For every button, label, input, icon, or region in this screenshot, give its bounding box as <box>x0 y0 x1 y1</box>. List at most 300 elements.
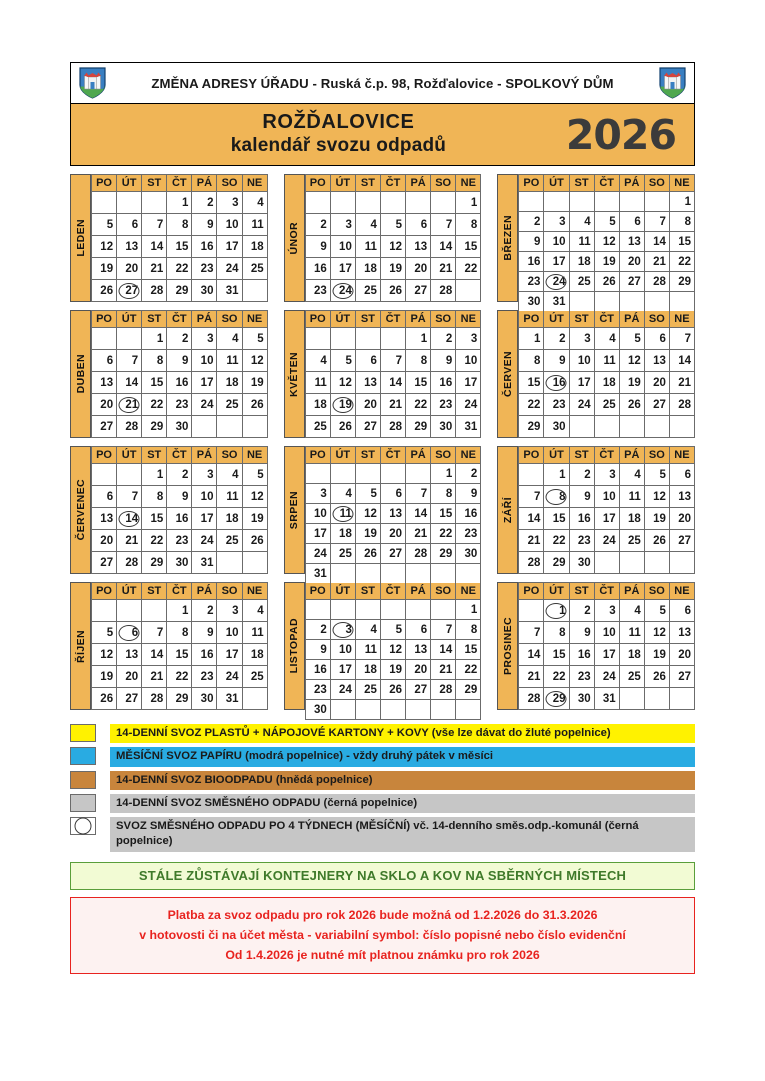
week-row <box>92 688 268 710</box>
day-cell-empty <box>355 564 380 584</box>
month-name-label: ŘÍJEN <box>74 629 87 663</box>
day-cell-empty <box>669 552 694 574</box>
day-cell: 25 <box>569 272 594 292</box>
weekday-header-row <box>92 175 268 192</box>
day-cell: 6 <box>669 600 694 622</box>
day-cell: 25 <box>242 258 267 280</box>
day-cell: 8 <box>456 214 481 236</box>
day-cell-empty <box>380 564 405 584</box>
weekday-header: NE <box>242 447 267 464</box>
day-cell: 3 <box>569 328 594 350</box>
day-cell-empty <box>92 192 117 214</box>
day-cell: 18 <box>619 508 644 530</box>
weekday-header: PÁ <box>192 311 217 328</box>
weekday-header-row <box>519 311 695 328</box>
day-cell: 18 <box>330 524 355 544</box>
day-cell: 2 <box>167 464 192 486</box>
week-row <box>92 622 268 644</box>
month-name-label: LEDEN <box>74 219 87 257</box>
week-row <box>519 328 695 350</box>
day-cell: 14 <box>431 236 456 258</box>
day-cell: 4 <box>355 620 380 640</box>
week-row <box>305 350 481 372</box>
day-cell-empty <box>569 292 594 312</box>
day-cell: 17 <box>594 508 619 530</box>
weekday-header: SO <box>217 447 242 464</box>
day-cell: 5 <box>594 212 619 232</box>
day-cell-empty <box>619 416 644 438</box>
week-row <box>305 640 481 660</box>
notice-payment-line-3: Od 1.4.2026 je nutné mít platnou známku pro rok 2026 <box>225 948 540 963</box>
month-block <box>497 582 695 710</box>
day-cell: 30 <box>192 280 217 302</box>
day-cell: 29 <box>544 552 569 574</box>
day-cell: 23 <box>305 680 330 700</box>
weekday-header: ČT <box>380 311 405 328</box>
weekday-header: ČT <box>594 175 619 192</box>
day-cell: 10 <box>192 486 217 508</box>
month-name <box>284 446 305 574</box>
day-cell: 24 <box>192 530 217 552</box>
week-row <box>519 622 695 644</box>
day-cell: 13 <box>117 236 142 258</box>
day-cell: 22 <box>669 252 694 272</box>
month-block <box>284 310 482 438</box>
week-row <box>519 464 695 486</box>
day-cell: 3 <box>217 600 242 622</box>
day-cell: 23 <box>305 280 330 302</box>
day-cell: 4 <box>619 600 644 622</box>
weekday-header: SO <box>431 447 456 464</box>
week-row <box>305 660 481 680</box>
weekday-header: PO <box>519 175 544 192</box>
weekday-header: PO <box>519 447 544 464</box>
day-cell: 3 <box>544 212 569 232</box>
monthly-pickup-circle-icon <box>119 511 140 527</box>
day-cell: 19 <box>92 666 117 688</box>
day-cell-empty <box>380 192 405 214</box>
month-name <box>70 446 91 574</box>
day-cell: 4 <box>217 328 242 350</box>
day-cell: 14 <box>669 350 694 372</box>
address-change-banner <box>70 62 695 104</box>
day-cell: 4 <box>594 328 619 350</box>
day-cell: 25 <box>594 394 619 416</box>
day-cell: 11 <box>619 486 644 508</box>
notice-containers: STÁLE ZŮSTÁVAJÍ KONTEJNERY NA SKLO A KOV NA SBĚRNÝCH MÍSTECH <box>70 862 695 890</box>
day-cell: 4 <box>569 212 594 232</box>
day-cell: 3 <box>456 328 481 350</box>
day-cell: 17 <box>456 372 481 394</box>
day-cell: 11 <box>355 236 380 258</box>
day-cell: 17 <box>192 508 217 530</box>
day-cell: 16 <box>544 372 569 394</box>
month-block <box>284 446 482 580</box>
day-cell: 16 <box>305 258 330 280</box>
day-cell: 24 <box>569 394 594 416</box>
day-cell: 7 <box>142 214 167 236</box>
title-band <box>70 104 695 166</box>
day-cell-empty <box>519 464 544 486</box>
month-name-label: ČERVEN <box>501 351 514 397</box>
day-cell-empty <box>594 416 619 438</box>
weekday-header: SO <box>431 311 456 328</box>
day-cell: 3 <box>192 328 217 350</box>
week-row <box>519 688 695 710</box>
day-cell: 16 <box>431 372 456 394</box>
day-cell: 22 <box>456 258 481 280</box>
day-cell: 14 <box>117 508 142 530</box>
day-cell: 18 <box>217 372 242 394</box>
day-cell: 22 <box>406 394 431 416</box>
day-cell: 27 <box>644 394 669 416</box>
day-cell: 11 <box>217 486 242 508</box>
day-cell-empty <box>355 328 380 350</box>
day-cell-empty <box>569 416 594 438</box>
day-cell: 11 <box>242 214 267 236</box>
week-row <box>519 212 695 232</box>
day-cell: 21 <box>644 252 669 272</box>
day-cell: 19 <box>380 660 405 680</box>
weekday-header: NE <box>456 447 481 464</box>
day-cell: 22 <box>456 660 481 680</box>
day-cell: 30 <box>569 688 594 710</box>
day-cell: 14 <box>519 508 544 530</box>
day-cell: 19 <box>330 394 355 416</box>
week-row <box>92 508 268 530</box>
weekday-header: NE <box>456 311 481 328</box>
week-row <box>305 504 481 524</box>
day-cell: 15 <box>544 644 569 666</box>
week-row <box>92 192 268 214</box>
day-cell: 25 <box>217 530 242 552</box>
week-row <box>305 236 481 258</box>
weekday-header: PÁ <box>192 447 217 464</box>
day-cell: 27 <box>92 416 117 438</box>
day-cell: 5 <box>242 328 267 350</box>
month-block <box>284 582 482 716</box>
day-cell: 28 <box>669 394 694 416</box>
day-cell: 26 <box>380 680 405 700</box>
week-row <box>92 600 268 622</box>
monthly-pickup-circle-icon <box>332 506 353 522</box>
day-cell: 17 <box>217 644 242 666</box>
poster-subtitle: kalendář svozu odpadů <box>230 135 447 157</box>
day-cell: 17 <box>217 236 242 258</box>
day-cell: 7 <box>142 622 167 644</box>
weekday-header: PÁ <box>619 175 644 192</box>
day-cell-empty <box>519 192 544 212</box>
weekday-header: ÚT <box>544 175 569 192</box>
month-table <box>518 310 695 438</box>
month-table <box>305 174 482 302</box>
day-cell: 16 <box>167 508 192 530</box>
day-cell: 1 <box>519 328 544 350</box>
weekday-header: PÁ <box>406 311 431 328</box>
week-row <box>305 564 481 584</box>
week-row <box>305 620 481 640</box>
day-cell: 6 <box>117 214 142 236</box>
week-row <box>305 524 481 544</box>
week-row <box>519 552 695 574</box>
day-cell: 7 <box>431 214 456 236</box>
day-cell: 2 <box>192 192 217 214</box>
monthly-pickup-circle-icon <box>119 397 140 413</box>
month-name <box>70 310 91 438</box>
day-cell: 21 <box>431 258 456 280</box>
day-cell: 7 <box>117 350 142 372</box>
day-cell: 1 <box>544 464 569 486</box>
month-name <box>497 174 518 302</box>
day-cell: 30 <box>456 544 481 564</box>
weekday-header: ÚT <box>117 311 142 328</box>
day-cell: 14 <box>117 372 142 394</box>
day-cell: 26 <box>330 416 355 438</box>
day-cell: 28 <box>142 688 167 710</box>
weekday-header: ÚT <box>330 583 355 600</box>
month-name <box>284 174 305 302</box>
day-cell-empty <box>380 600 405 620</box>
week-row <box>305 544 481 564</box>
day-cell: 24 <box>594 530 619 552</box>
weekday-header: NE <box>242 175 267 192</box>
day-cell: 15 <box>519 372 544 394</box>
day-cell: 25 <box>355 680 380 700</box>
day-cell: 1 <box>456 600 481 620</box>
monthly-pickup-circle-icon <box>119 625 140 641</box>
day-cell: 24 <box>330 280 355 302</box>
day-cell: 28 <box>142 280 167 302</box>
day-cell-empty <box>242 416 267 438</box>
weekday-header: ÚT <box>330 311 355 328</box>
day-cell: 6 <box>669 464 694 486</box>
day-cell-empty <box>644 292 669 312</box>
day-cell: 26 <box>92 280 117 302</box>
weekday-header-row <box>92 447 268 464</box>
day-cell: 21 <box>519 666 544 688</box>
weekday-header: ST <box>355 447 380 464</box>
day-cell: 7 <box>519 622 544 644</box>
weekday-header: ST <box>569 175 594 192</box>
day-cell: 19 <box>594 252 619 272</box>
week-row <box>519 292 695 312</box>
day-cell: 2 <box>569 464 594 486</box>
day-cell: 7 <box>644 212 669 232</box>
weekday-header-row <box>305 175 481 192</box>
day-cell: 16 <box>456 504 481 524</box>
day-cell: 24 <box>217 666 242 688</box>
day-cell: 14 <box>644 232 669 252</box>
day-cell: 5 <box>644 464 669 486</box>
day-cell-empty <box>242 688 267 710</box>
week-row <box>519 600 695 622</box>
day-cell: 22 <box>167 666 192 688</box>
day-cell-empty <box>305 328 330 350</box>
day-cell: 27 <box>117 688 142 710</box>
day-cell-empty <box>569 192 594 212</box>
day-cell: 14 <box>142 236 167 258</box>
day-cell: 23 <box>519 272 544 292</box>
notice-payment-line-1: Platba za svoz odpadu pro rok 2026 bude možná od 1.2.2026 do 31.3.2026 <box>167 907 598 922</box>
day-cell: 26 <box>92 688 117 710</box>
address-change-text: ZMĚNA ADRESY ÚŘADU - Ruská č.p. 98, Rožďalovice - SPOLKOVÝ DŮM <box>151 75 614 91</box>
month-name <box>70 174 91 302</box>
weekday-header: ÚT <box>117 583 142 600</box>
week-row <box>305 372 481 394</box>
day-cell: 28 <box>431 680 456 700</box>
day-cell: 2 <box>456 464 481 484</box>
day-cell-empty <box>431 700 456 720</box>
day-cell: 2 <box>305 214 330 236</box>
month-name <box>497 310 518 438</box>
week-row <box>92 394 268 416</box>
weekday-header: PÁ <box>192 175 217 192</box>
day-cell: 27 <box>380 544 405 564</box>
day-cell: 22 <box>431 524 456 544</box>
legend-swatch-gray <box>70 794 96 812</box>
weekday-header: ČT <box>594 311 619 328</box>
day-cell: 4 <box>217 464 242 486</box>
day-cell: 9 <box>569 486 594 508</box>
week-row <box>92 644 268 666</box>
day-cell: 5 <box>92 622 117 644</box>
weekday-header: ST <box>355 583 380 600</box>
day-cell: 2 <box>431 328 456 350</box>
week-row <box>519 192 695 212</box>
day-cell: 21 <box>142 666 167 688</box>
day-cell-empty <box>406 600 431 620</box>
day-cell: 9 <box>192 214 217 236</box>
monthly-pickup-circle-icon <box>546 691 567 707</box>
day-cell: 12 <box>644 486 669 508</box>
day-cell: 7 <box>117 486 142 508</box>
week-row <box>305 258 481 280</box>
day-cell-empty <box>330 328 355 350</box>
day-cell: 15 <box>456 236 481 258</box>
day-cell: 12 <box>242 486 267 508</box>
week-row <box>92 486 268 508</box>
day-cell: 19 <box>242 372 267 394</box>
day-cell: 31 <box>544 292 569 312</box>
month-table <box>91 310 268 438</box>
weekday-header-row <box>305 583 481 600</box>
month-block <box>497 174 695 308</box>
day-cell-empty <box>305 192 330 214</box>
legend-text: SVOZ SMĚSNÉHO ODPADU PO 4 TÝDNECH (MĚSÍČNÍ) vč. 14-denního směs.odp.-komunál (černá popelnice) <box>110 817 695 852</box>
day-cell: 10 <box>192 350 217 372</box>
day-cell: 6 <box>406 620 431 640</box>
day-cell-empty <box>669 688 694 710</box>
day-cell: 24 <box>544 272 569 292</box>
day-cell: 28 <box>519 688 544 710</box>
week-row <box>519 666 695 688</box>
day-cell: 14 <box>380 372 405 394</box>
day-cell: 26 <box>644 530 669 552</box>
weekday-header: ČT <box>594 583 619 600</box>
day-cell: 26 <box>242 394 267 416</box>
weekday-header: ČT <box>167 311 192 328</box>
day-cell-empty <box>142 192 167 214</box>
day-cell: 23 <box>192 258 217 280</box>
day-cell-empty <box>644 552 669 574</box>
year-label: 2026 <box>565 110 676 159</box>
day-cell: 12 <box>355 504 380 524</box>
day-cell: 16 <box>569 508 594 530</box>
day-cell: 18 <box>305 394 330 416</box>
day-cell: 25 <box>242 666 267 688</box>
day-cell: 10 <box>544 232 569 252</box>
day-cell: 16 <box>305 660 330 680</box>
weekday-header: ČT <box>380 583 405 600</box>
day-cell: 27 <box>92 552 117 574</box>
weekday-header: ČT <box>167 447 192 464</box>
day-cell: 8 <box>544 486 569 508</box>
day-cell: 23 <box>569 666 594 688</box>
month-name <box>497 446 518 574</box>
weekday-header: ST <box>569 583 594 600</box>
month-name <box>284 582 305 710</box>
week-row <box>519 416 695 438</box>
week-row <box>519 644 695 666</box>
week-row <box>519 508 695 530</box>
day-cell: 11 <box>242 622 267 644</box>
day-cell: 11 <box>330 504 355 524</box>
day-cell-empty <box>406 192 431 214</box>
day-cell: 29 <box>519 416 544 438</box>
day-cell: 11 <box>217 350 242 372</box>
day-cell: 1 <box>456 192 481 214</box>
day-cell: 20 <box>669 644 694 666</box>
day-cell-empty <box>92 464 117 486</box>
weekday-header: SO <box>644 311 669 328</box>
day-cell: 6 <box>355 350 380 372</box>
day-cell: 4 <box>242 192 267 214</box>
day-cell: 21 <box>669 372 694 394</box>
day-cell: 1 <box>406 328 431 350</box>
day-cell: 8 <box>167 214 192 236</box>
week-row <box>519 272 695 292</box>
day-cell: 12 <box>619 350 644 372</box>
day-cell: 29 <box>142 416 167 438</box>
month-name-label: ZÁŘÍ <box>501 496 514 524</box>
weekday-header: ÚT <box>117 447 142 464</box>
day-cell-empty <box>380 464 405 484</box>
day-cell: 20 <box>117 666 142 688</box>
day-cell-empty <box>92 328 117 350</box>
week-row <box>92 530 268 552</box>
day-cell: 15 <box>544 508 569 530</box>
weekday-header: PO <box>305 447 330 464</box>
day-cell: 8 <box>167 622 192 644</box>
month-name-label: KVĚTEN <box>288 351 301 397</box>
day-cell: 17 <box>544 252 569 272</box>
week-row <box>92 214 268 236</box>
day-cell: 30 <box>167 552 192 574</box>
day-cell: 30 <box>519 292 544 312</box>
day-cell: 5 <box>330 350 355 372</box>
day-cell: 3 <box>330 620 355 640</box>
weekday-header: ÚT <box>544 583 569 600</box>
day-cell: 20 <box>406 660 431 680</box>
day-cell-empty <box>456 280 481 302</box>
weekday-header-row <box>92 311 268 328</box>
day-cell: 30 <box>544 416 569 438</box>
day-cell: 10 <box>330 640 355 660</box>
day-cell: 6 <box>644 328 669 350</box>
day-cell: 24 <box>192 394 217 416</box>
week-row <box>305 600 481 620</box>
day-cell: 5 <box>355 484 380 504</box>
